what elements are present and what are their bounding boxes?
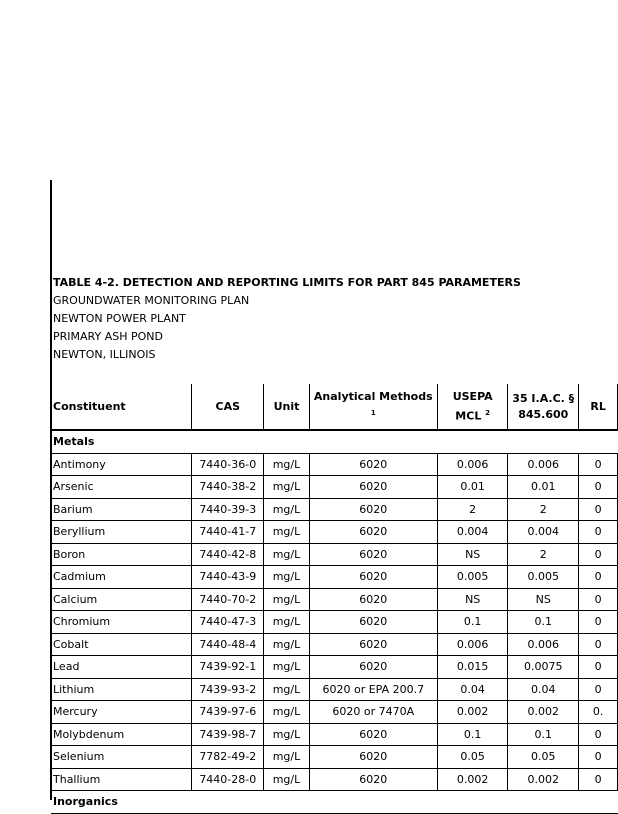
unit-cell: mg/L xyxy=(264,656,309,679)
rl-cell: 0 xyxy=(579,498,618,521)
group-row xyxy=(51,791,618,814)
footnote-marker: 1 xyxy=(370,408,376,417)
constituent-cell: Arsenic xyxy=(51,476,192,499)
method-cell: 6020 xyxy=(309,521,438,544)
iac-cell: 0.01 xyxy=(508,476,579,499)
iac-cell: 0.1 xyxy=(508,611,579,634)
mcl-cell: NS xyxy=(438,543,508,566)
mcl-cell: 0.002 xyxy=(438,701,508,724)
cas-cell: 7439-98-7 xyxy=(192,723,264,746)
constituent-cell: Selenium xyxy=(51,746,192,769)
mcl-cell: 0.1 xyxy=(438,611,508,634)
document-heading xyxy=(53,274,521,364)
constituent-cell: Boron xyxy=(51,543,192,566)
unit-cell: mg/L xyxy=(264,701,309,724)
mcl-cell: 0.006 xyxy=(438,633,508,656)
unit-cell: mg/L xyxy=(264,633,309,656)
method-cell: 6020 or EPA 200.7 xyxy=(309,678,438,701)
unit-cell: mg/L xyxy=(264,453,309,476)
constituent-cell: Beryllium xyxy=(51,521,192,544)
cas-cell: 7440-47-3 xyxy=(192,611,264,634)
cas-cell: 7440-70-2 xyxy=(192,588,264,611)
method-cell: 6020 xyxy=(309,633,438,656)
unit-cell: mg/L xyxy=(264,723,309,746)
col-header-mcl xyxy=(438,384,508,430)
cas-cell: 7439-93-2 xyxy=(192,678,264,701)
iac-cell: 0.002 xyxy=(508,701,579,724)
mcl-cell: 0.002 xyxy=(438,768,508,791)
table-row xyxy=(51,768,618,791)
constituent-cell: Mercury xyxy=(51,701,192,724)
cas-cell: 7440-43-9 xyxy=(192,566,264,589)
mcl-cell: 0.006 xyxy=(438,453,508,476)
method-cell: 6020 xyxy=(309,746,438,769)
table-row xyxy=(51,566,618,589)
unit-cell: mg/L xyxy=(264,611,309,634)
table-row xyxy=(51,498,618,521)
constituent-cell: Antimony xyxy=(51,453,192,476)
subtitle-line: NEWTON, ILLINOIS xyxy=(53,348,156,361)
constituent-cell: Lithium xyxy=(51,678,192,701)
iac-cell: 0.05 xyxy=(508,746,579,769)
rl-cell: 0 xyxy=(579,453,618,476)
col-header-methods xyxy=(309,384,438,430)
rl-cell: 0 xyxy=(579,611,618,634)
iac-cell: 0.002 xyxy=(508,768,579,791)
mcl-cell: 0.015 xyxy=(438,656,508,679)
rl-cell: 0 xyxy=(579,543,618,566)
iac-cell: NS xyxy=(508,588,579,611)
group-row xyxy=(51,430,618,453)
iac-cell: 2 xyxy=(508,498,579,521)
limits-table xyxy=(51,384,618,814)
method-cell: 6020 xyxy=(309,543,438,566)
constituent-cell: Calcium xyxy=(51,588,192,611)
iac-cell: 0.006 xyxy=(508,633,579,656)
constituent-cell: Cobalt xyxy=(51,633,192,656)
constituent-cell: Thallium xyxy=(51,768,192,791)
method-cell: 6020 xyxy=(309,498,438,521)
mcl-cell: 0.004 xyxy=(438,521,508,544)
unit-cell: mg/L xyxy=(264,768,309,791)
cas-cell: 7440-38-2 xyxy=(192,476,264,499)
cas-cell: 7439-92-1 xyxy=(192,656,264,679)
cas-cell: 7440-39-3 xyxy=(192,498,264,521)
mcl-cell: 0.005 xyxy=(438,566,508,589)
iac-cell: 0.006 xyxy=(508,453,579,476)
methods-label: Analytical Methods xyxy=(313,389,433,403)
constituent-cell: Chromium xyxy=(51,611,192,634)
rl-cell: 0 xyxy=(579,588,618,611)
limits-table-container xyxy=(51,384,618,814)
method-cell: 6020 xyxy=(309,588,438,611)
cas-cell: 7782-49-2 xyxy=(192,746,264,769)
constituent-cell: Molybdenum xyxy=(51,723,192,746)
method-cell: 6020 xyxy=(309,611,438,634)
rl-cell: 0 xyxy=(579,566,618,589)
table-row xyxy=(51,701,618,724)
col-header-rl: RL xyxy=(579,384,618,430)
rl-cell: 0 xyxy=(579,633,618,656)
subtitle-line: PRIMARY ASH POND xyxy=(53,330,163,343)
method-cell: 6020 xyxy=(309,768,438,791)
rl-cell: 0 xyxy=(579,476,618,499)
constituent-cell: Lead xyxy=(51,656,192,679)
iac-cell: 0.1 xyxy=(508,723,579,746)
rl-cell: 0 xyxy=(579,723,618,746)
table-row xyxy=(51,453,618,476)
iac-cell: 0.005 xyxy=(508,566,579,589)
mcl-label: USEPA MCL xyxy=(452,389,493,423)
mcl-cell: 0.04 xyxy=(438,678,508,701)
method-cell: 6020 or 7470A xyxy=(309,701,438,724)
mcl-cell: 0.01 xyxy=(438,476,508,499)
table-row xyxy=(51,611,618,634)
method-cell: 6020 xyxy=(309,566,438,589)
mcl-cell: 0.05 xyxy=(438,746,508,769)
header-row xyxy=(51,384,618,430)
table-row xyxy=(51,656,618,679)
col-header-constituent: Constituent xyxy=(51,384,192,430)
cas-cell: 7440-42-8 xyxy=(192,543,264,566)
rl-cell: 0 xyxy=(579,656,618,679)
unit-cell: mg/L xyxy=(264,588,309,611)
rl-cell: 0 xyxy=(579,768,618,791)
constituent-cell: Cadmium xyxy=(51,566,192,589)
rl-cell: 0 xyxy=(579,746,618,769)
col-header-iac: 35 I.A.C. § 845.600 xyxy=(508,384,579,430)
col-header-unit: Unit xyxy=(264,384,309,430)
group-label: Metals xyxy=(53,435,95,449)
unit-cell: mg/L xyxy=(264,543,309,566)
unit-cell: mg/L xyxy=(264,476,309,499)
cas-cell: 7440-28-0 xyxy=(192,768,264,791)
method-cell: 6020 xyxy=(309,656,438,679)
footnote-marker: 2 xyxy=(485,408,491,417)
iac-cell: 0.004 xyxy=(508,521,579,544)
unit-cell: mg/L xyxy=(264,746,309,769)
method-cell: 6020 xyxy=(309,723,438,746)
table-title: TABLE 4-2. DETECTION AND REPORTING LIMITS FOR PART 845 PARAMETERS xyxy=(53,276,521,289)
mcl-cell: 0.1 xyxy=(438,723,508,746)
constituent-cell: Barium xyxy=(51,498,192,521)
iac-cell: 0.0075 xyxy=(508,656,579,679)
mcl-cell: 2 xyxy=(438,498,508,521)
unit-cell: mg/L xyxy=(264,498,309,521)
cas-cell: 7440-41-7 xyxy=(192,521,264,544)
method-cell: 6020 xyxy=(309,453,438,476)
table-row xyxy=(51,633,618,656)
table-row xyxy=(51,476,618,499)
iac-cell: 2 xyxy=(508,543,579,566)
rl-cell: 0. xyxy=(579,701,618,724)
subtitle-line: NEWTON POWER PLANT xyxy=(53,312,186,325)
subtitle-line: GROUNDWATER MONITORING PLAN xyxy=(53,294,250,307)
table-row xyxy=(51,521,618,544)
rl-cell: 0 xyxy=(579,521,618,544)
unit-cell: mg/L xyxy=(264,566,309,589)
cas-cell: 7440-36-0 xyxy=(192,453,264,476)
unit-cell: mg/L xyxy=(264,678,309,701)
group-label: Inorganics xyxy=(53,795,118,809)
col-header-cas: CAS xyxy=(192,384,264,430)
cas-cell: 7440-48-4 xyxy=(192,633,264,656)
table-row xyxy=(51,746,618,769)
table-row xyxy=(51,723,618,746)
unit-cell: mg/L xyxy=(264,521,309,544)
cas-cell: 7439-97-6 xyxy=(192,701,264,724)
method-cell: 6020 xyxy=(309,476,438,499)
mcl-cell: NS xyxy=(438,588,508,611)
rl-cell: 0 xyxy=(579,678,618,701)
table-row xyxy=(51,543,618,566)
table-row xyxy=(51,588,618,611)
table-body xyxy=(51,430,618,813)
iac-cell: 0.04 xyxy=(508,678,579,701)
table-row xyxy=(51,678,618,701)
